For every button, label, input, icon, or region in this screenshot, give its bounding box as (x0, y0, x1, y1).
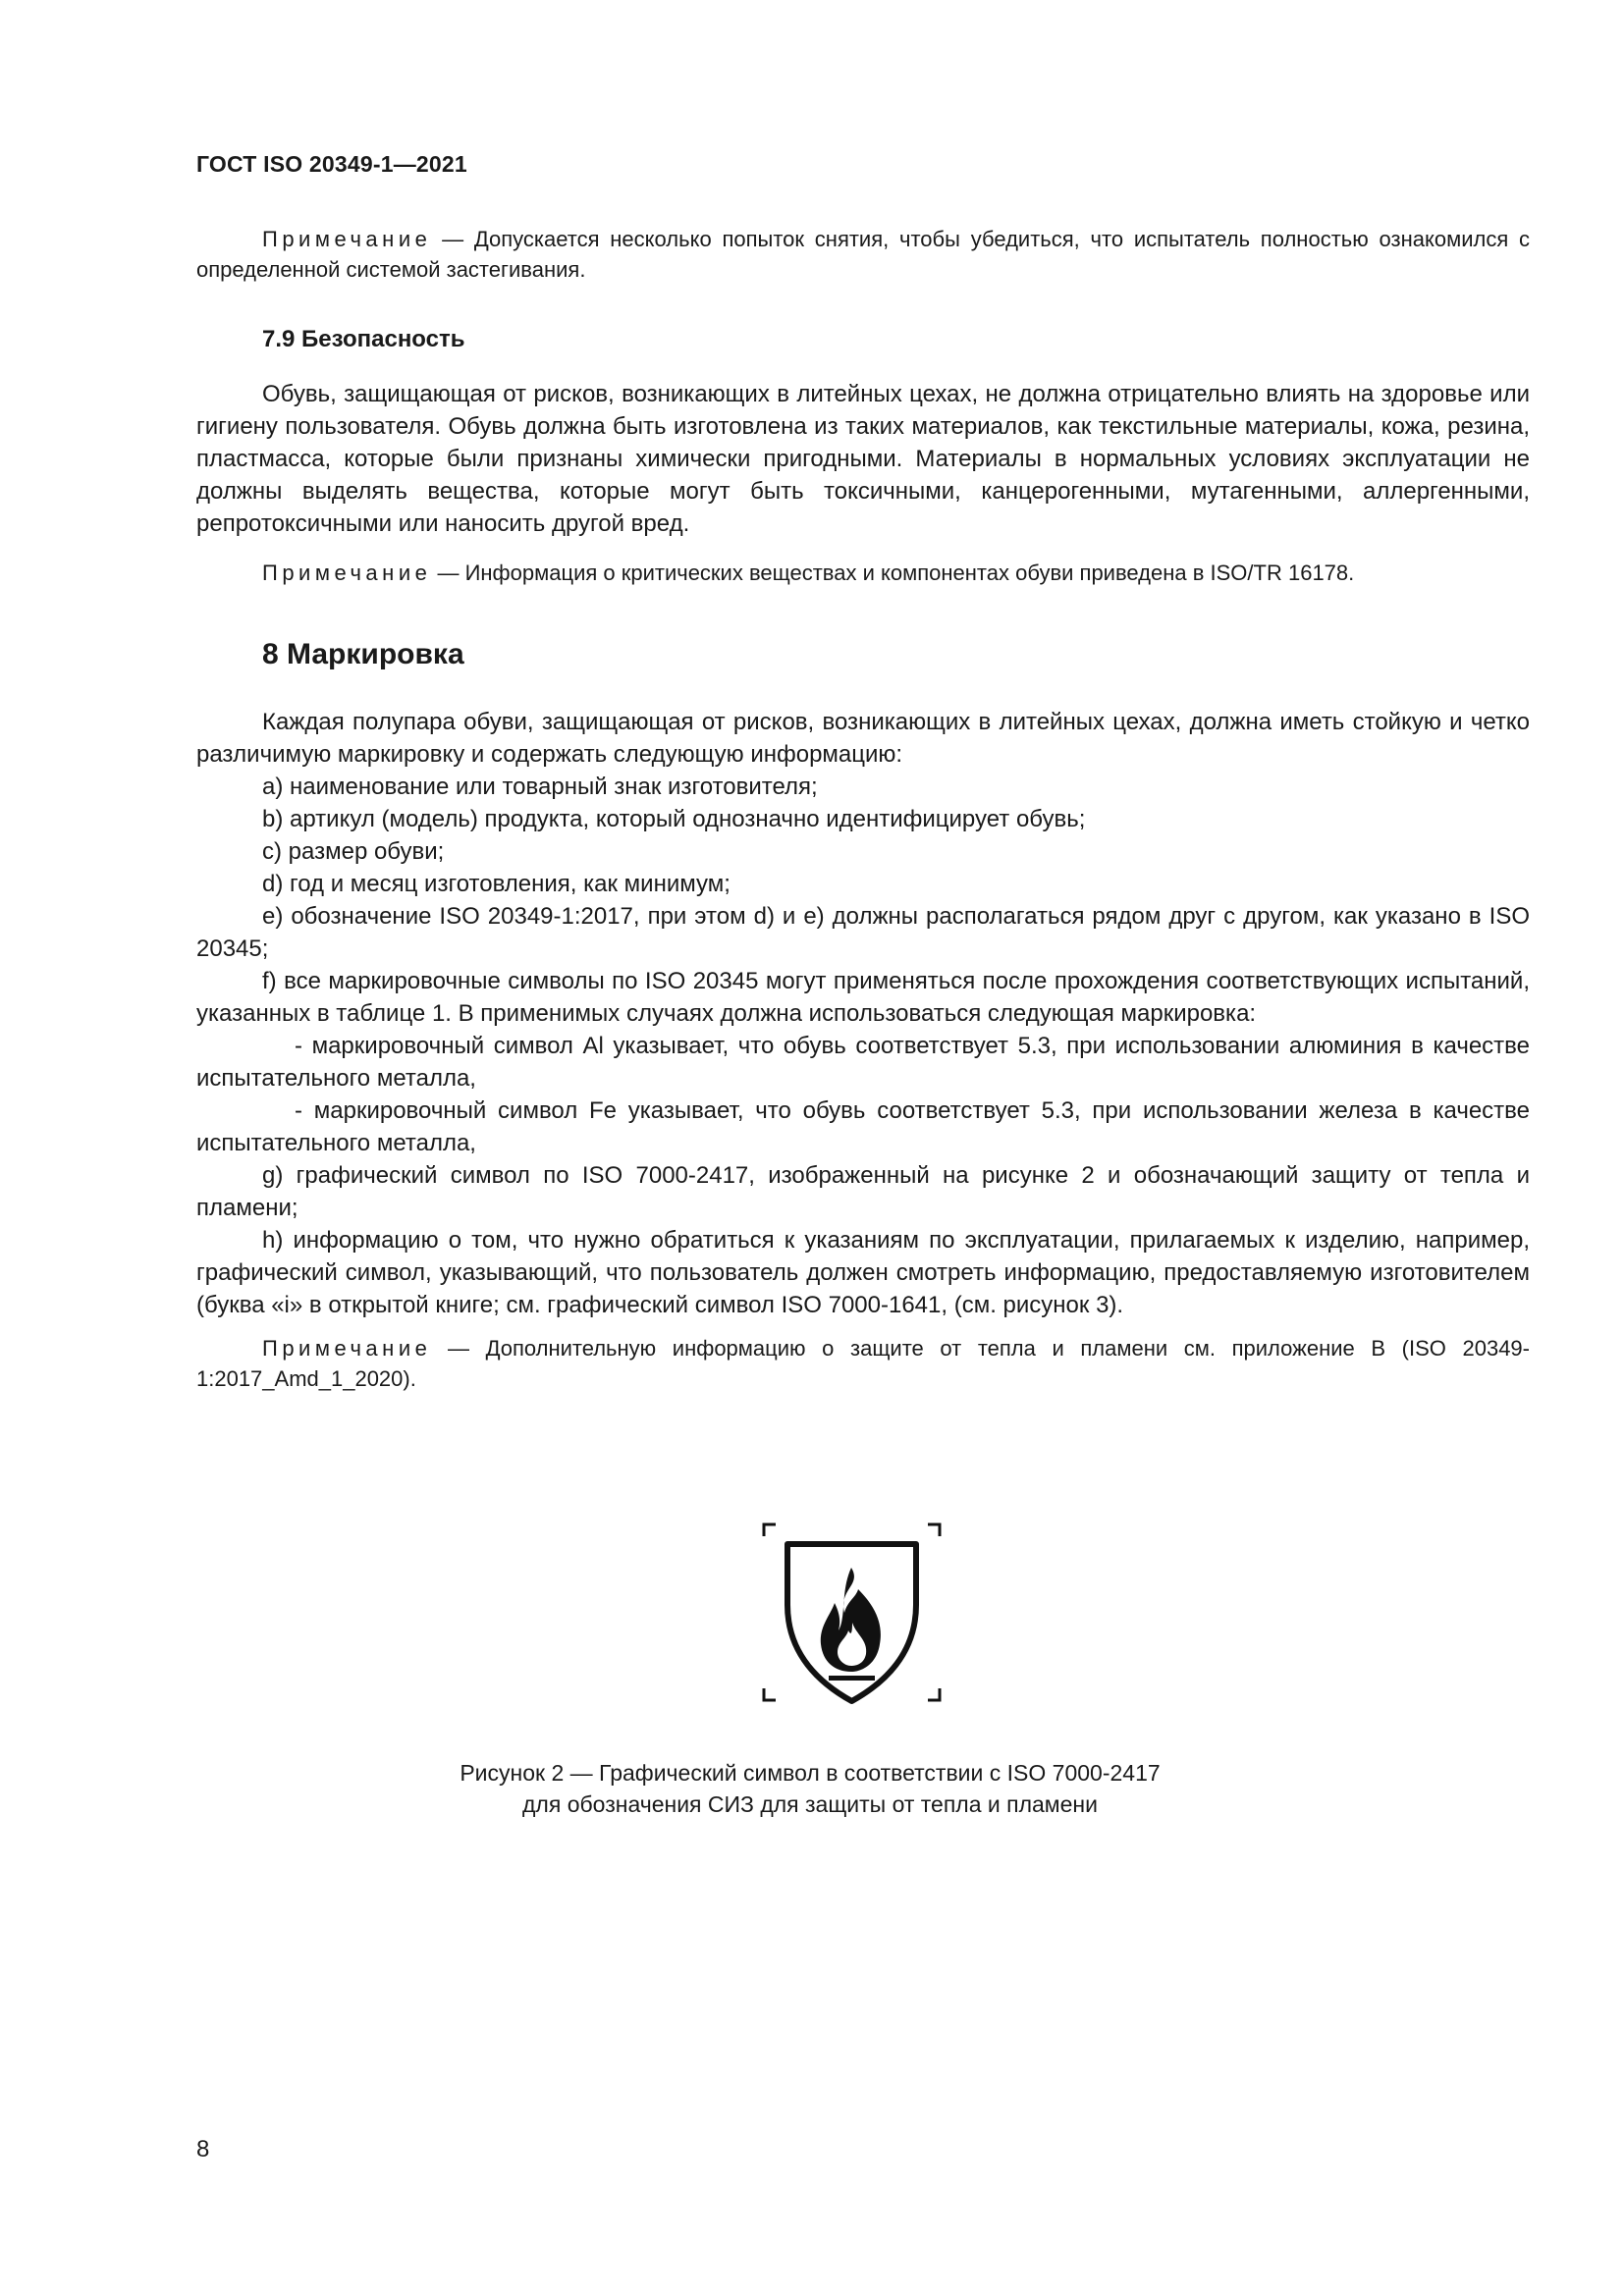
list-item-g: g) графический символ по ISO 7000-2417, изображенный на рисунке 2 и обозначающий защиту от тепла и пламени; (196, 1162, 1530, 1221)
section-8-content (196, 706, 1530, 1394)
list-item-c: c) размер обуви; (262, 838, 445, 865)
list-item-a: a) наименование или товарный знак изготовителя; (262, 774, 818, 800)
list-item-e: e) обозначение ISO 20349-1:2017, при этом d) и e) должны располагаться рядом друг с другом, как указано в ISO 20345; (196, 903, 1530, 962)
note-label: Примечание (262, 561, 432, 585)
note-critical-substances (196, 558, 1530, 588)
note-label: Примечание (262, 1336, 432, 1361)
note-heat-protection (196, 1333, 1530, 1394)
note-text: — Допускается несколько попыток снятия, чтобы убедиться, что испытатель полностью ознакомился с определенной системой застегивания. (196, 227, 1530, 282)
section-7-9-paragraph: Обувь, защищающая от рисков, возникающих в литейных цехах, не должна отрицательно влиять на здоровье или гигиену пользователя. Обувь должна быть изготовлена из таких материалов, как текстильные материалы, кожа, резина, пластмасса, которые были признаны химически пригодными. Материалы в нормальных условиях эксплуатации не должны выделять вещества, которые могут быть токсичными, канцерогенными, мутагенными, аллергенными, репротоксичными или наносить другой вред. (196, 381, 1530, 537)
section-7-9-heading: 7.9 Безопасность (262, 326, 465, 352)
page-header: ГОСТ ISO 20349-1—2021 (196, 151, 467, 177)
note-text: — Информация о критических веществах и компонентах обуви приведена в ISO/TR 16178. (431, 561, 1355, 585)
caption-line-1: Рисунок 2 — Графический символ в соответствии с ISO 7000-2417 (460, 1760, 1161, 1786)
note-text: — Дополнительную информацию о защите от тепла и пламени см. приложение В (ISO 20349-1:2017_Amd_1_2020). (196, 1336, 1530, 1391)
note-label: Примечание (262, 227, 432, 251)
caption-line-2: для обозначения СИЗ для защиты от тепла и пламени (522, 1791, 1098, 1817)
dash-item-fe: - маркировочный символ Fe указывает, что обувь соответствует 5.3, при использовании железа в качестве испытательного металла, (196, 1097, 1530, 1156)
list-item-b: b) артикул (модель) продукта, который однозначно идентифицирует обувь; (262, 806, 1086, 832)
page-number: 8 (196, 2136, 210, 2163)
note-fastening (196, 224, 1530, 285)
figure-caption (295, 1757, 1326, 1820)
flame-shield-icon (746, 1507, 957, 1718)
list-item-f: f) все маркировочные символы по ISO 20345 могут применяться после прохождения соответствующих испытаний, указанных в таблице 1. В применимых случаях должна использоваться следующая маркировка: (196, 968, 1530, 1027)
list-item-d: d) год и месяц изготовления, как минимум; (262, 871, 731, 897)
section-8-intro: Каждая полупара обуви, защищающая от рисков, возникающих в литейных цехах, должна иметь стойкую и четко различимую маркировку и содержать следующую информацию: (196, 709, 1530, 768)
list-item-h: h) информацию о том, что нужно обратиться к указаниям по эксплуатации, прилагаемых к изделию, например, графический символ, указывающий, что пользователь должен смотреть информацию, предоставляемую изготовителем (буква «i» в открытой книге; см. графический символ ISO 7000-1641, (см. рисунок 3). (196, 1227, 1530, 1318)
dash-item-al: - маркировочный символ Al указывает, что обувь соответствует 5.3, при использовании алюминия в качестве испытательного металла, (196, 1033, 1530, 1092)
section-8-heading: 8 Маркировка (262, 638, 464, 670)
